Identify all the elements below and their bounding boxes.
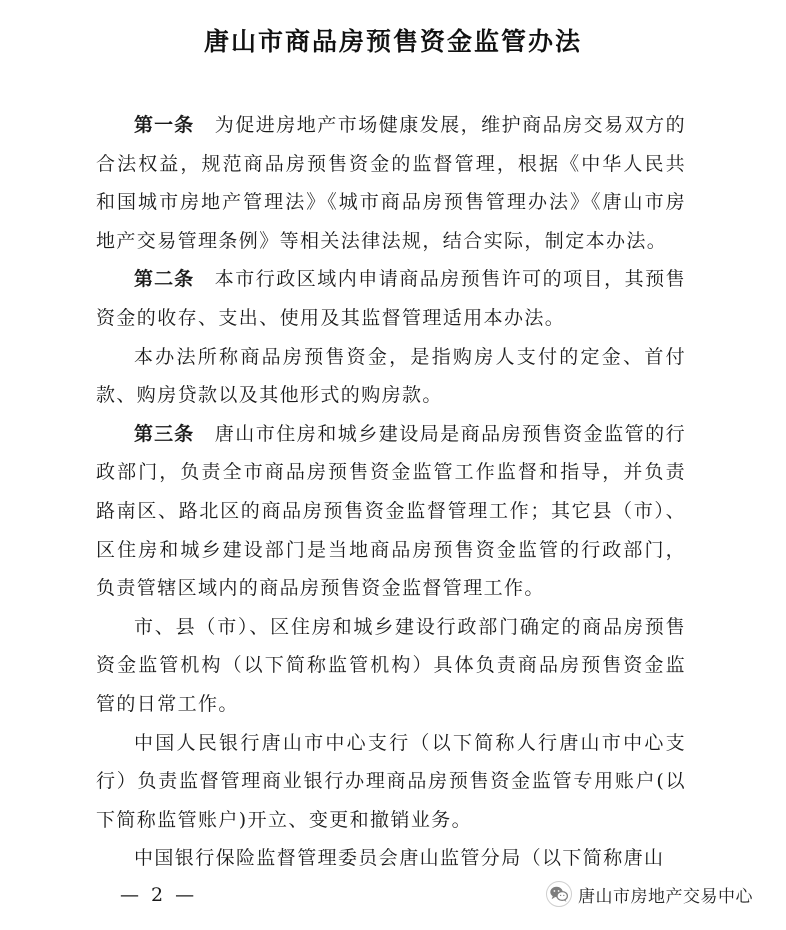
- paragraph-article-1: [96, 106, 686, 260]
- paragraph-article-2: [96, 260, 686, 337]
- wechat-icon: [546, 881, 572, 907]
- document-title: 唐山市商品房预售资金监管办法: [203, 27, 582, 56]
- paragraph-text: 市、县（市）、区住房和城乡建设行政部门确定的商品房预售资金监管机构（以下简称监管机构）具体负责商品房预售资金监管的日常工作。: [96, 615, 686, 715]
- paragraph-text: 中国银行保险监督管理委员会唐山监管分局（以下简称唐山: [134, 847, 665, 870]
- wechat-account-name: 唐山市房地产交易中心: [578, 886, 753, 907]
- wechat-account-watermark: [546, 880, 753, 908]
- paragraph-article-3: [96, 415, 686, 608]
- paragraph-text: 为促进房地产市场健康发展，维护商品房交易双方的合法权益，规范商品房预售资金的监督管理，根据《中华人民共和国城市房地产管理法》《城市商品房预售管理办法》《唐山市房地产交易管理条例》等相关法律法规，结合实际，制定本办法。: [96, 114, 686, 252]
- paragraph-text: 唐山市住房和城乡建设局是商品房预售资金监管的行政部门，负责全市商品房预售资金监管工作监督和指导，并负责路南区、路北区的商品房预售资金监督管理工作；其它县（市）、区住房和城乡建设部门是当地商品房预售资金监管的行政部门，负责管辖区域内的商品房预售资金监督管理工作。: [96, 422, 686, 600]
- paragraph-definition: [96, 338, 686, 415]
- paragraph-supervision-agency: [96, 608, 686, 724]
- paragraph-central-bank: [96, 724, 686, 840]
- document-body: [96, 106, 686, 878]
- paragraph-text: 本市行政区域内申请商品房预售许可的项目，其预售资金的收存、支出、使用及其监督管理适用本办法。: [96, 268, 686, 329]
- article-label: 第二条: [134, 268, 195, 291]
- article-label: 第一条: [134, 114, 195, 136]
- paragraph-text: 本办法所称商品房预售资金，是指购房人支付的定金、首付款、购房贷款以及其他形式的购房款。: [96, 345, 686, 407]
- paragraph-text: 中国人民银行唐山市中心支行（以下简称人行唐山市中心支行）负责监督管理商业银行办理商品房预售资金监管专用账户(以下简称监管账户)开立、变更和撤销业务。: [96, 731, 686, 831]
- article-label: 第三条: [134, 422, 195, 445]
- page-number: — 2 —: [120, 884, 198, 906]
- paragraph-cbirc: [96, 839, 686, 878]
